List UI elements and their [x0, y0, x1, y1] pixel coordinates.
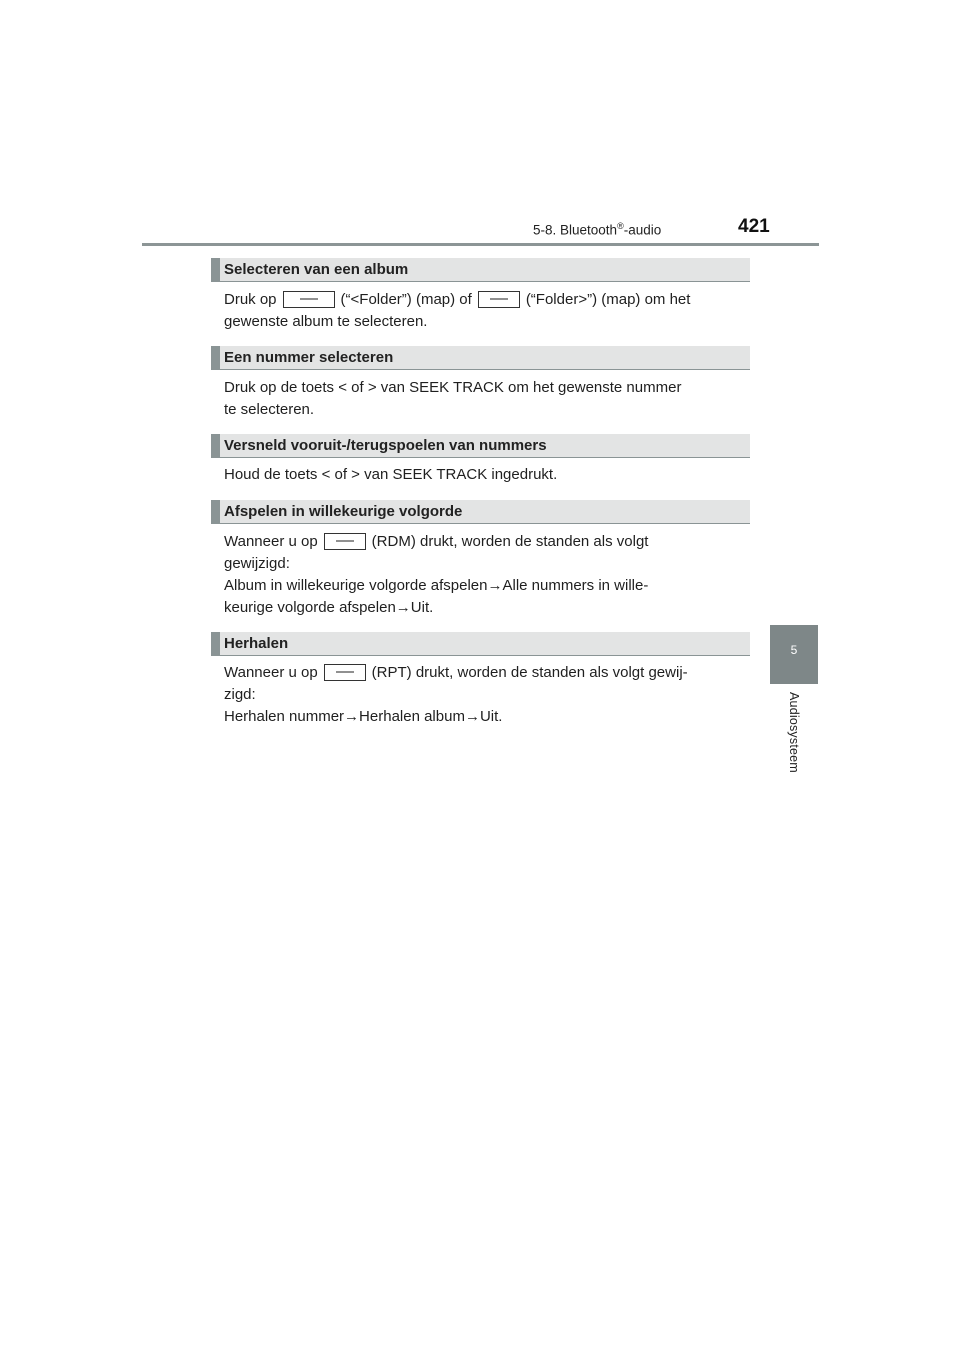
- section-heading: Afspelen in willekeurige volgorde: [211, 500, 750, 524]
- section-heading: Een nummer selecteren: [211, 346, 750, 370]
- section-title: 5-8. Bluetooth®-audio: [533, 221, 662, 238]
- section-heading: Versneld vooruit-/terugspoelen van nummers: [211, 434, 750, 458]
- folder-down-button-icon: [283, 291, 335, 308]
- section-body: Wanneer u op (RDM) drukt, worden de standen als volgt gewijzigd: Album in willekeurige volgorde afspelen→Alle nummers in wille- keurige volgorde afspelen→Uit.: [224, 533, 649, 616]
- section-heading: Herhalen: [211, 632, 750, 656]
- folder-up-button-icon: [478, 291, 520, 308]
- rdm-button-icon: [324, 533, 366, 550]
- chapter-tab: [770, 625, 818, 684]
- chapter-number: 5: [790, 643, 798, 657]
- section-body: Wanneer u op (RPT) drukt, worden de standen als volgt gewij- zigd: Herhalen nummer→Herhalen album→Uit.: [224, 664, 688, 725]
- section-heading: Selecteren van een album: [211, 258, 750, 282]
- section-body: Druk op de toets < of > van SEEK TRACK om het gewenste nummer te selecteren.: [224, 379, 682, 418]
- page-number: 421: [738, 216, 770, 237]
- chapter-label: Audiosysteem: [787, 692, 801, 773]
- header-divider: [142, 243, 819, 246]
- section-body: Druk op (“<Folder”) (map) of (“Folder>”) (map) om het gewenste album te selecteren.: [224, 291, 691, 330]
- rpt-button-icon: [324, 664, 366, 681]
- section-body: Houd de toets < of > van SEEK TRACK ingedrukt.: [224, 466, 558, 483]
